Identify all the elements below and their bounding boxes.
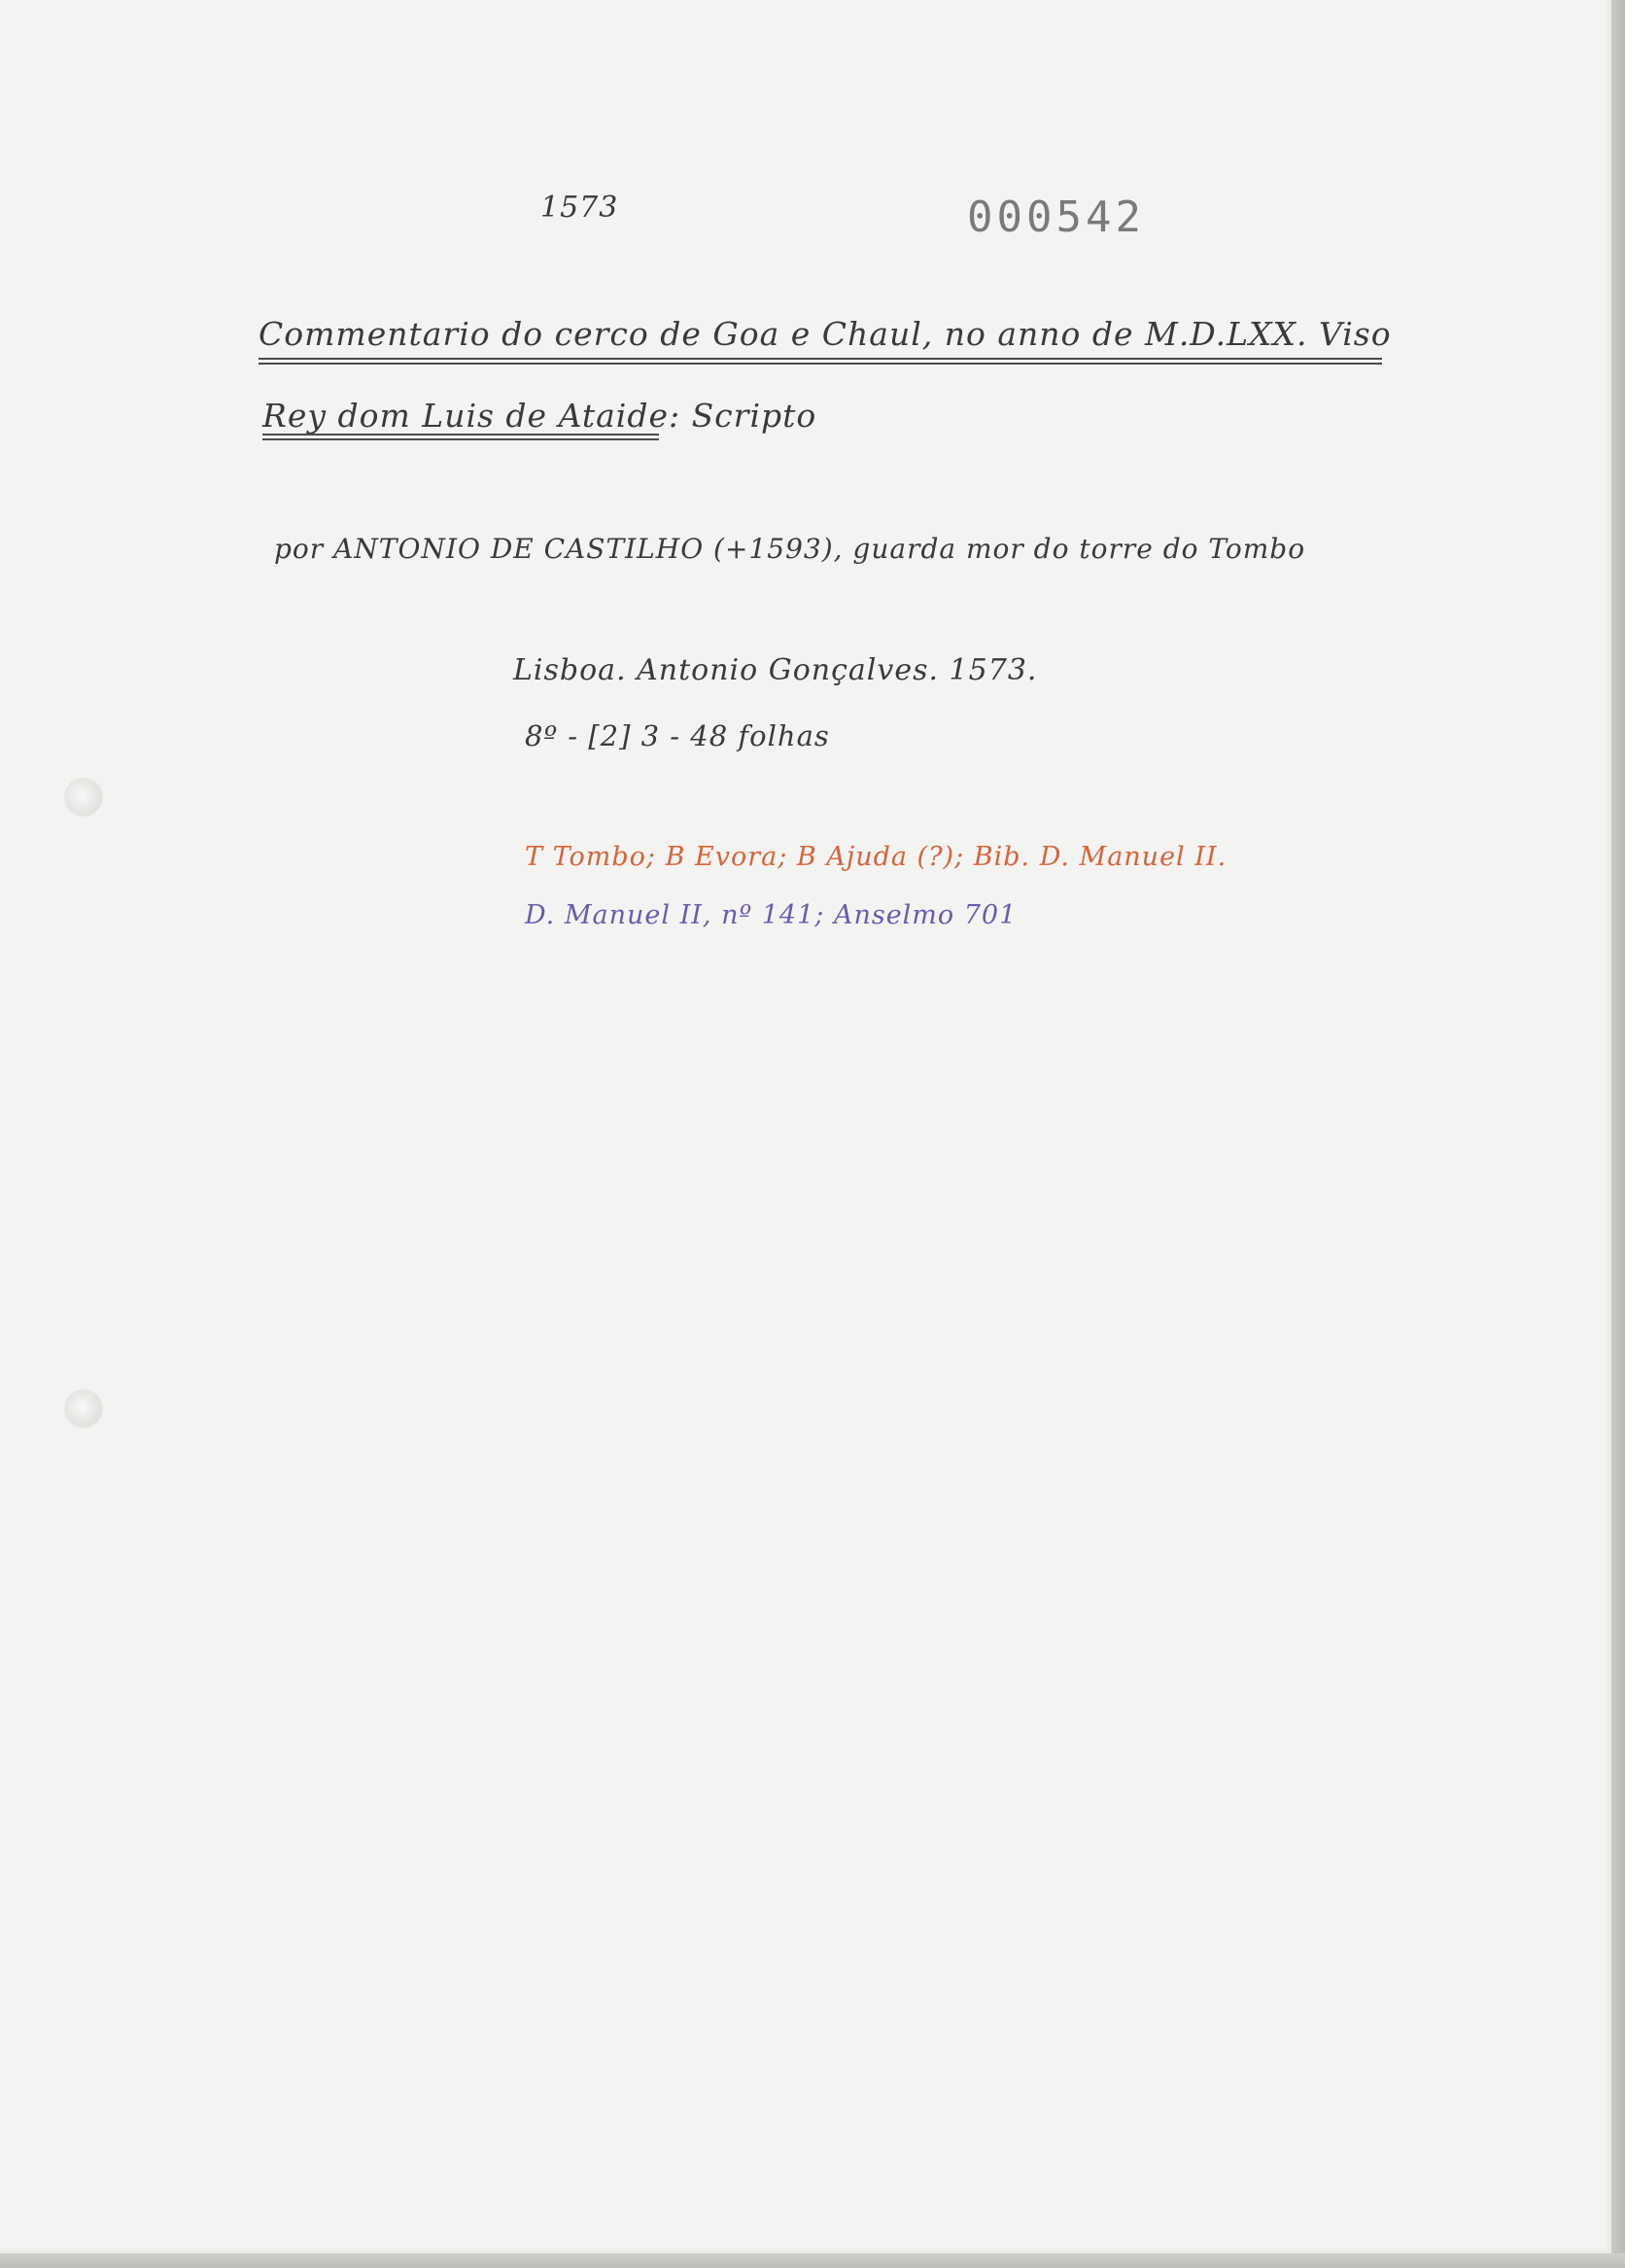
title-line-2: Rey dom Luis de Ataide: Scripto — [262, 397, 817, 435]
title-underline-1 — [259, 358, 1382, 365]
punch-hole-upper — [65, 779, 102, 816]
title-line-1: Commentario do cerco de Goa e Chaul, no anno de M.D.LXX. Viso — [259, 315, 1392, 353]
references-purple-note: D. Manuel II, nº 141; Anselmo 701 — [525, 900, 1018, 930]
title-underline-2 — [262, 434, 659, 440]
punch-hole-lower — [65, 1390, 102, 1427]
collation: 8º - [2] 3 - 48 folhas — [525, 719, 830, 752]
author-line: por ANTONIO DE CASTILHO (+1593), guarda mor do torre do Tombo — [274, 533, 1306, 565]
stamp-number: 000542 — [967, 192, 1145, 242]
page-edge-right — [1611, 0, 1625, 2268]
locations-red-note: T Tombo; B Evora; B Ajuda (?); Bib. D. Manuel II. — [525, 842, 1227, 872]
page-edge-bottom — [0, 2253, 1625, 2268]
imprint: Lisboa. Antonio Gonçalves. 1573. — [513, 653, 1038, 687]
year: 1573 — [540, 191, 619, 225]
